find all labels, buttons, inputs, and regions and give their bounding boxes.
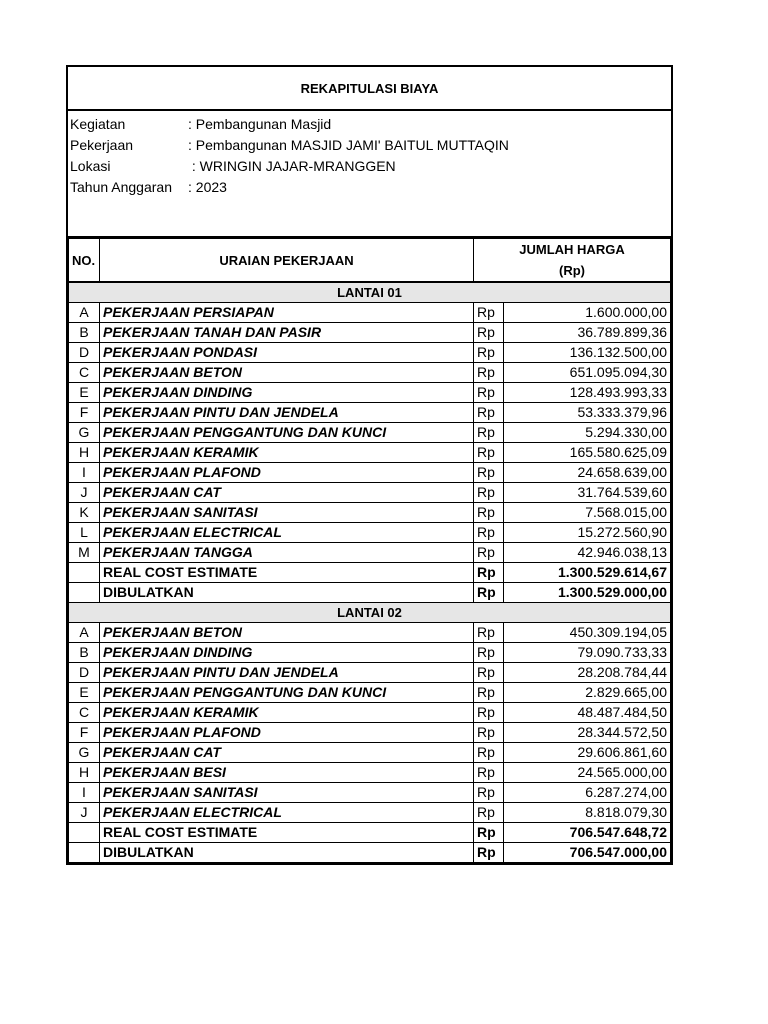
info-value: : WRINGIN JAJAR-MRANGGEN [188, 157, 396, 174]
item-amount: 5.294.330,00 [504, 422, 671, 442]
item-currency: Rp [474, 662, 504, 682]
item-amount: 651.095.094,30 [504, 362, 671, 382]
item-code: K [69, 502, 100, 522]
table-row [69, 682, 671, 702]
total-currency: Rp [474, 822, 504, 842]
cost-recap-sheet [66, 65, 673, 865]
item-amount: 450.309.194,05 [504, 622, 671, 642]
total-amount: 1.300.529.000,00 [504, 582, 671, 602]
table-row [69, 762, 671, 782]
item-code: G [69, 422, 100, 442]
item-description: PEKERJAAN TANGGA [100, 542, 474, 562]
header-amount [474, 239, 671, 283]
item-code: G [69, 742, 100, 762]
info-label: Lokasi [70, 157, 111, 174]
item-description: PEKERJAAN DINDING [100, 642, 474, 662]
total-currency: Rp [474, 842, 504, 862]
table-row [69, 442, 671, 462]
table-row [69, 302, 671, 322]
item-description: PEKERJAAN PLAFOND [100, 722, 474, 742]
info-label: Tahun Anggaran [70, 178, 172, 195]
item-currency: Rp [474, 802, 504, 822]
item-currency: Rp [474, 382, 504, 402]
table-row [69, 482, 671, 502]
section-title: LANTAI 02 [69, 602, 671, 622]
total-amount: 706.547.000,00 [504, 842, 671, 862]
item-amount: 2.829.665,00 [504, 682, 671, 702]
total-empty-cell [69, 562, 100, 582]
table-row [69, 362, 671, 382]
item-code: J [69, 482, 100, 502]
item-currency: Rp [474, 702, 504, 722]
item-amount: 1.600.000,00 [504, 302, 671, 322]
table-row [69, 502, 671, 522]
item-description: PEKERJAAN PENGGANTUNG DAN KUNCI [100, 682, 474, 702]
total-row [69, 582, 671, 602]
table-row [69, 422, 671, 442]
item-description: PEKERJAAN PLAFOND [100, 462, 474, 482]
item-currency: Rp [474, 322, 504, 342]
section-header-row [69, 602, 671, 622]
item-currency: Rp [474, 462, 504, 482]
item-code: B [69, 642, 100, 662]
total-amount: 706.547.648,72 [504, 822, 671, 842]
item-amount: 36.789.899,36 [504, 322, 671, 342]
info-value: : Pembangunan Masjid [188, 115, 332, 132]
table-row [69, 542, 671, 562]
item-currency: Rp [474, 502, 504, 522]
item-code: H [69, 762, 100, 782]
info-row-budget-year [68, 176, 671, 197]
item-description: PEKERJAAN CAT [100, 482, 474, 502]
item-code: I [69, 782, 100, 802]
item-amount: 28.344.572,50 [504, 722, 671, 742]
item-code: M [69, 542, 100, 562]
item-currency: Rp [474, 762, 504, 782]
item-amount: 128.493.993,33 [504, 382, 671, 402]
item-description: PEKERJAAN SANITASI [100, 782, 474, 802]
item-currency: Rp [474, 622, 504, 642]
table-row [69, 622, 671, 642]
item-amount: 53.333.379,96 [504, 402, 671, 422]
table-header-row [69, 239, 671, 283]
info-label: Kegiatan [70, 115, 126, 132]
section-title: LANTAI 01 [69, 282, 671, 302]
item-description: PEKERJAAN BETON [100, 362, 474, 382]
item-currency: Rp [474, 482, 504, 502]
table-row [69, 642, 671, 662]
total-currency: Rp [474, 582, 504, 602]
item-description: PEKERJAAN PINTU DAN JENDELA [100, 402, 474, 422]
item-currency: Rp [474, 422, 504, 442]
item-code: B [69, 322, 100, 342]
item-description: PEKERJAAN BETON [100, 622, 474, 642]
item-code: C [69, 702, 100, 722]
item-currency: Rp [474, 542, 504, 562]
item-currency: Rp [474, 722, 504, 742]
table-body [69, 282, 671, 862]
item-currency: Rp [474, 522, 504, 542]
item-code: F [69, 402, 100, 422]
table-row [69, 722, 671, 742]
document-title: REKAPITULASI BIAYA [68, 67, 671, 111]
item-code: D [69, 662, 100, 682]
item-description: PEKERJAAN ELECTRICAL [100, 802, 474, 822]
item-amount: 42.946.038,13 [504, 542, 671, 562]
table-row [69, 782, 671, 802]
header-amount-line2: (Rp) [559, 263, 585, 278]
item-amount: 24.658.639,00 [504, 462, 671, 482]
item-amount: 6.287.274,00 [504, 782, 671, 802]
item-description: PEKERJAAN PONDASI [100, 342, 474, 362]
table-row [69, 742, 671, 762]
total-amount: 1.300.529.614,67 [504, 562, 671, 582]
item-code: H [69, 442, 100, 462]
item-description: PEKERJAAN TANAH DAN PASIR [100, 322, 474, 342]
item-currency: Rp [474, 782, 504, 802]
table-row [69, 402, 671, 422]
item-description: PEKERJAAN BESI [100, 762, 474, 782]
info-row-activity [68, 113, 671, 134]
item-currency: Rp [474, 682, 504, 702]
item-currency: Rp [474, 442, 504, 462]
table-row [69, 702, 671, 722]
item-description: PEKERJAAN KERAMIK [100, 702, 474, 722]
header-description: URAIAN PEKERJAAN [100, 239, 474, 283]
total-label: DIBULATKAN [100, 582, 474, 602]
section-header-row [69, 282, 671, 302]
item-currency: Rp [474, 402, 504, 422]
total-label: DIBULATKAN [100, 842, 474, 862]
info-label: Pekerjaan [70, 136, 134, 153]
item-code: I [69, 462, 100, 482]
item-amount: 7.568.015,00 [504, 502, 671, 522]
total-empty-cell [69, 842, 100, 862]
item-description: PEKERJAAN DINDING [100, 382, 474, 402]
total-row [69, 562, 671, 582]
item-currency: Rp [474, 742, 504, 762]
total-row [69, 822, 671, 842]
item-currency: Rp [474, 342, 504, 362]
item-code: L [69, 522, 100, 542]
item-code: C [69, 362, 100, 382]
item-code: D [69, 342, 100, 362]
item-description: PEKERJAAN KERAMIK [100, 442, 474, 462]
project-info [68, 111, 671, 238]
item-amount: 79.090.733,33 [504, 642, 671, 662]
table-row [69, 342, 671, 362]
header-no: NO. [69, 239, 100, 283]
item-code: A [69, 622, 100, 642]
item-description: PEKERJAAN PERSIAPAN [100, 302, 474, 322]
item-description: PEKERJAAN SANITASI [100, 502, 474, 522]
table-row [69, 522, 671, 542]
item-currency: Rp [474, 642, 504, 662]
item-amount: 8.818.079,30 [504, 802, 671, 822]
item-amount: 24.565.000,00 [504, 762, 671, 782]
item-description: PEKERJAAN PENGGANTUNG DAN KUNCI [100, 422, 474, 442]
header-amount-line1: JUMLAH HARGA [519, 242, 625, 257]
item-currency: Rp [474, 302, 504, 322]
item-description: PEKERJAAN CAT [100, 742, 474, 762]
item-amount: 165.580.625,09 [504, 442, 671, 462]
item-amount: 31.764.539,60 [504, 482, 671, 502]
item-code: A [69, 302, 100, 322]
item-amount: 29.606.861,60 [504, 742, 671, 762]
info-value: : 2023 [188, 178, 227, 195]
item-description: PEKERJAAN PINTU DAN JENDELA [100, 662, 474, 682]
table-row [69, 662, 671, 682]
item-amount: 28.208.784,44 [504, 662, 671, 682]
total-row [69, 842, 671, 862]
item-code: F [69, 722, 100, 742]
total-label: REAL COST ESTIMATE [100, 562, 474, 582]
item-code: E [69, 382, 100, 402]
item-amount: 136.132.500,00 [504, 342, 671, 362]
item-amount: 15.272.560,90 [504, 522, 671, 542]
total-currency: Rp [474, 562, 504, 582]
total-empty-cell [69, 822, 100, 842]
info-row-work [68, 134, 671, 155]
cost-table [68, 238, 671, 863]
item-description: PEKERJAAN ELECTRICAL [100, 522, 474, 542]
item-amount: 48.487.484,50 [504, 702, 671, 722]
table-row [69, 462, 671, 482]
item-code: E [69, 682, 100, 702]
info-row-location [68, 155, 671, 176]
table-row [69, 382, 671, 402]
item-currency: Rp [474, 362, 504, 382]
total-empty-cell [69, 582, 100, 602]
total-label: REAL COST ESTIMATE [100, 822, 474, 842]
table-row [69, 322, 671, 342]
info-value: : Pembangunan MASJID JAMI' BAITUL MUTTAQIN [188, 136, 509, 153]
item-code: J [69, 802, 100, 822]
table-row [69, 802, 671, 822]
